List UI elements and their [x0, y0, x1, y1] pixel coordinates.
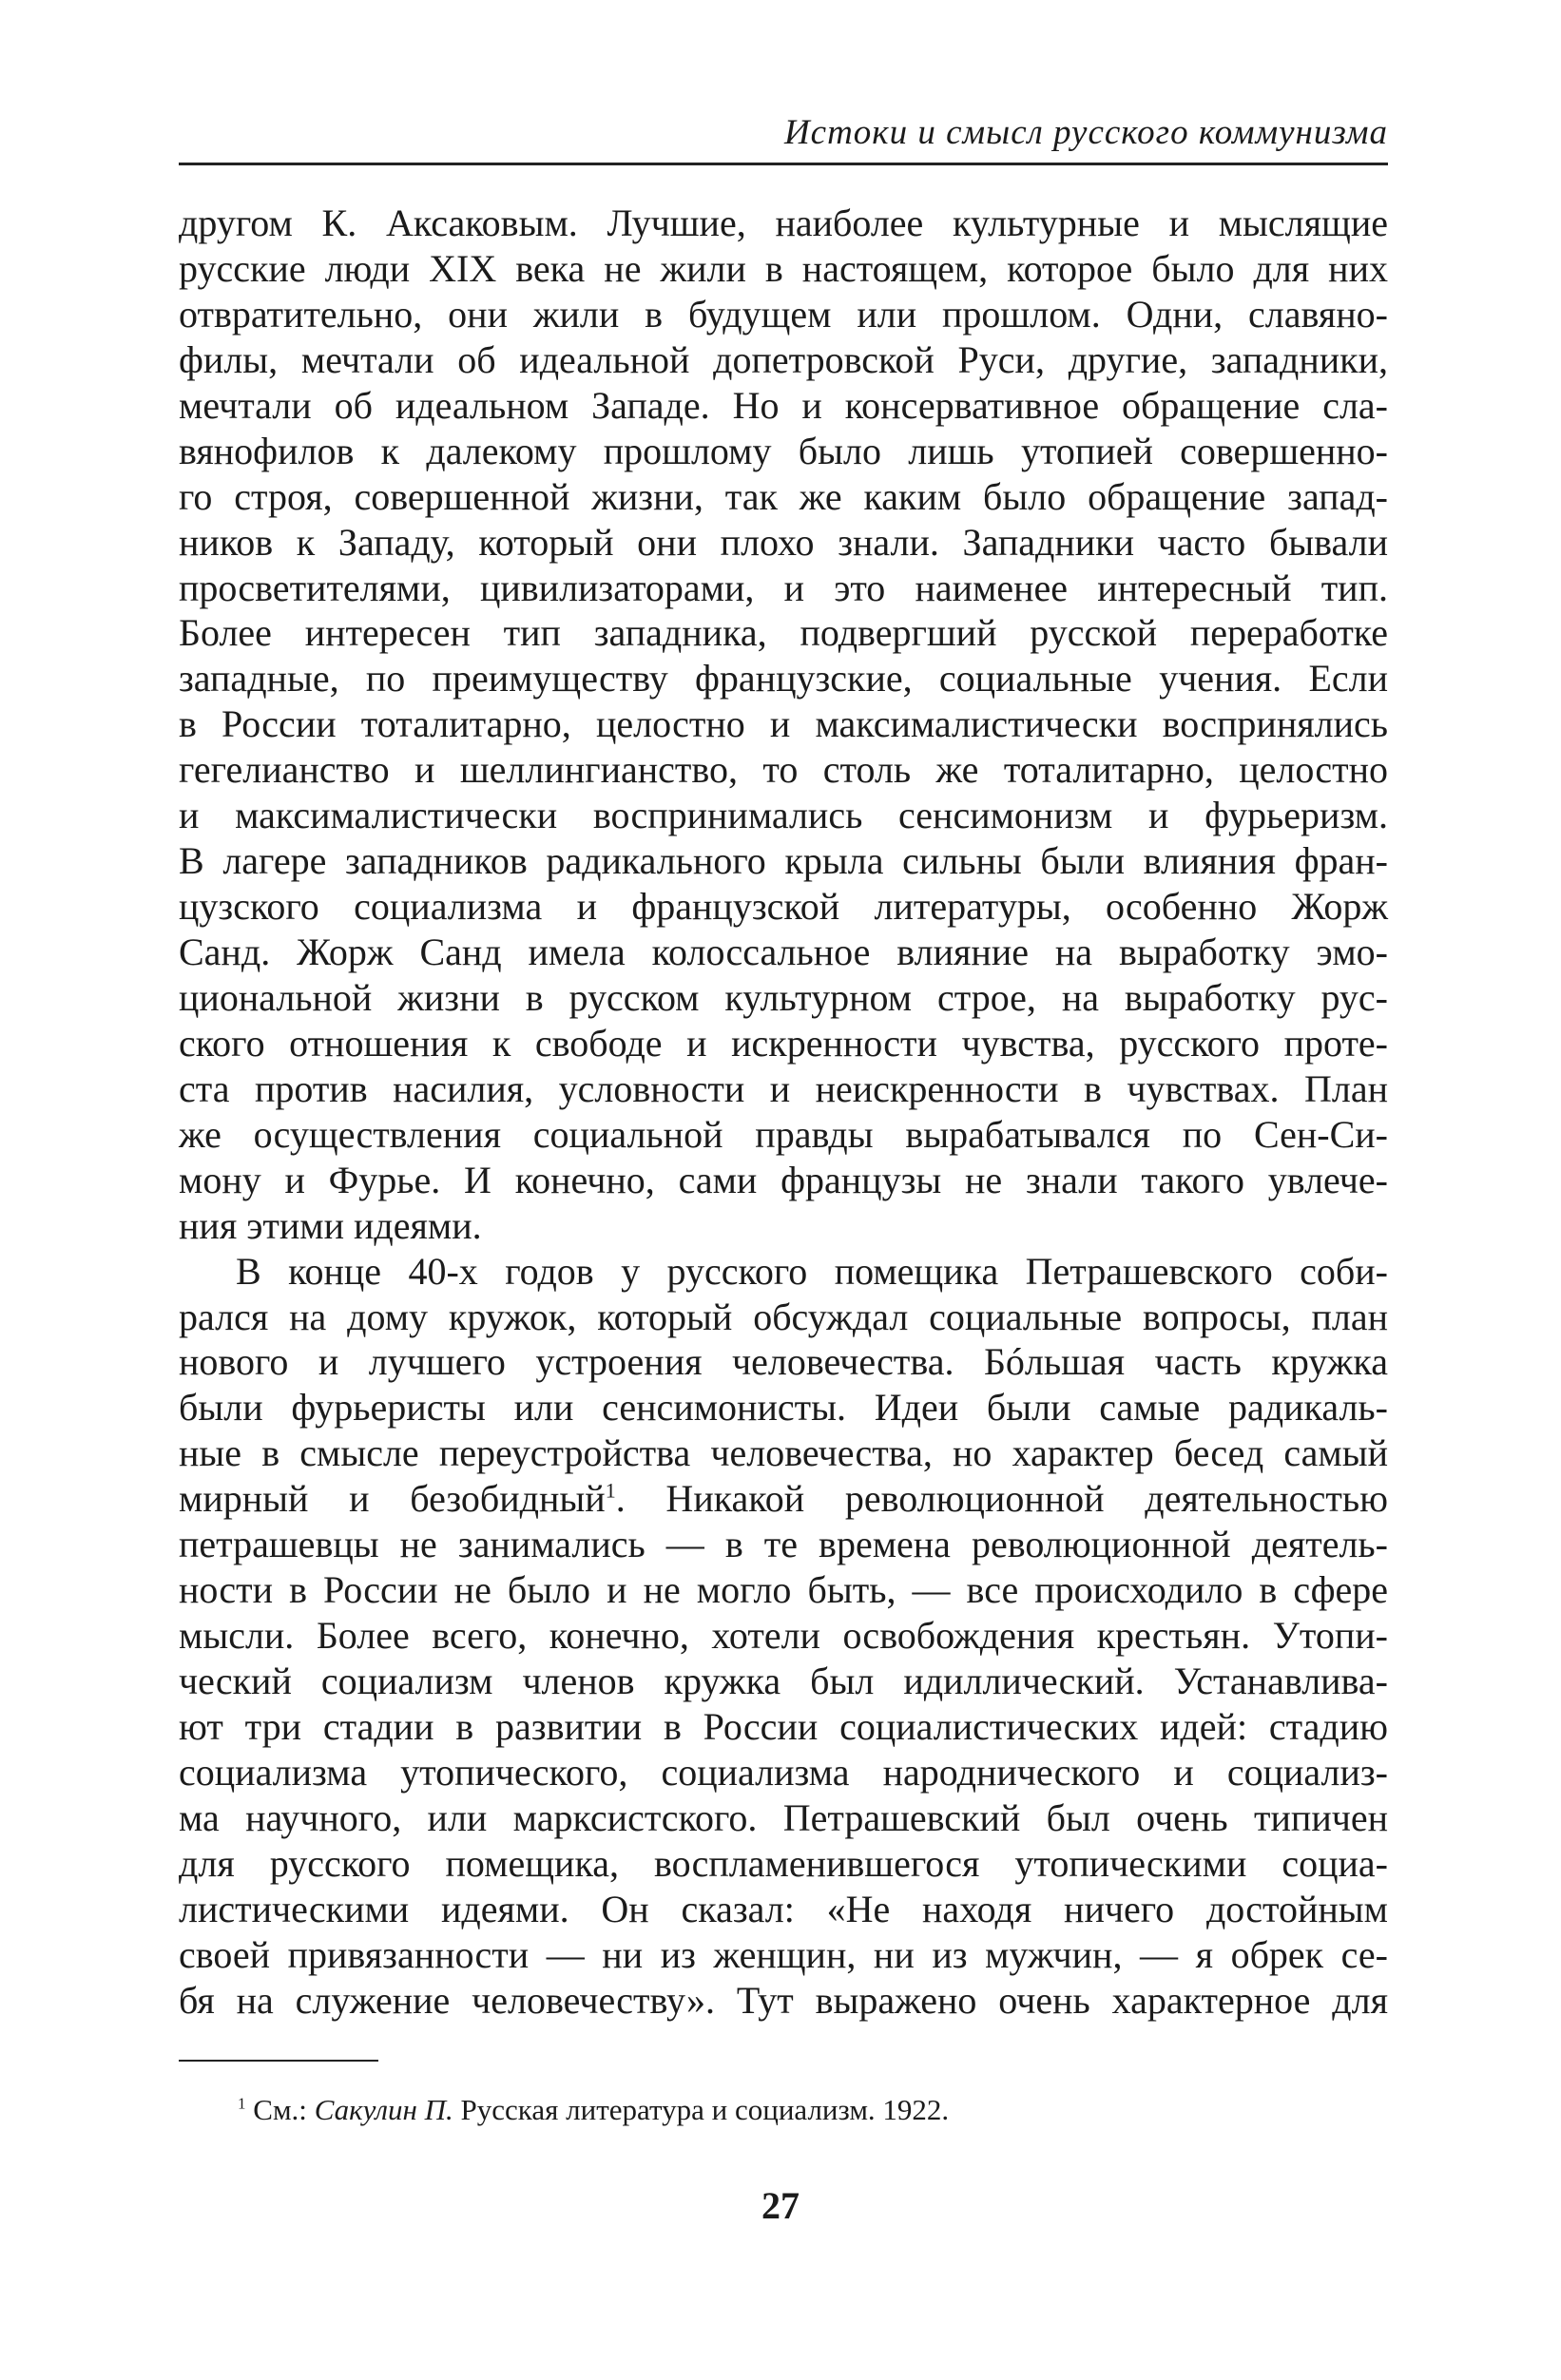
text-line: вянофилов к далекому прошлому было лишь утопией совершенно-	[179, 429, 1388, 472]
text-line: Более интересен тип западника, подвергший русской переработке	[179, 611, 1388, 655]
text-line: ста против насилия, условности и неискренности в чувствах. План	[179, 1066, 1388, 1110]
body-text	[179, 201, 1388, 2024]
text-line: В лагере западников радикального крыла сильны были влияния фран-	[179, 839, 1388, 883]
footnote	[238, 2091, 949, 2129]
footnote-reference[interactable]: 1	[605, 1478, 616, 1503]
text-line: своей привязанности — ни из женщин, ни из мужчин, — я обрек се-	[179, 1932, 1388, 1976]
text-line: петрашевцы не занимались — в те времена революционной деятель-	[179, 1523, 1388, 1566]
text-line: В конце 40-х годов у русского помещика Петрашевского соби-	[236, 1249, 1388, 1293]
text-line: го строя, совершенной жизни, так же каким было обращение запад-	[179, 474, 1388, 518]
text-line: ют три стадии в развитии в России социалистических идей: стадию	[179, 1704, 1388, 1748]
text-line: рался на дому кружок, который обсуждал социальные вопросы, план	[179, 1295, 1388, 1338]
running-header: Истоки и смысл русского коммунизма	[783, 113, 1388, 152]
text-line: для русского помещика, воспламенившегося утопическими социа-	[179, 1841, 1388, 1885]
text-line: мысли. Более всего, конечно, хотели освобождения крестьян. Утопи-	[179, 1614, 1388, 1658]
text-line: просветителями, цивилизаторами, и это наименее интересный тип.	[179, 566, 1388, 609]
text-line: листическими идеями. Он сказал: «Не находя ничего достойным	[179, 1887, 1388, 1930]
text-line: филы, мечтали об идеальной допетровской Руси, другие, западники,	[179, 337, 1388, 381]
text-line: цузского социализма и французской литературы, особенно Жорж	[179, 885, 1388, 929]
text-line: ные в смысле переустройства человечества, но характер бесед самый	[179, 1431, 1388, 1475]
text-line: ния этими идеями.	[179, 1203, 482, 1247]
paragraph	[179, 201, 1388, 1249]
text-line: и максималистически воспринимались сенсимонизм и фурьеризм.	[179, 794, 1388, 837]
text-line: отвратительно, они жили в будущем или прошлом. Одни, славяно-	[179, 292, 1388, 336]
text-line: русские люди XIX века не жили в настоящем, которое было для них	[179, 246, 1388, 290]
footnote-prefix: См.:	[253, 2093, 315, 2126]
text-line: ма научного, или марксистского. Петрашевский был очень типичен	[179, 1795, 1388, 1839]
text-line: циональной жизни в русском культурном строе, на выработку рус-	[179, 975, 1388, 1019]
text-line: Санд. Жорж Санд имела колоссальное влияние на выработку эмо-	[179, 931, 1388, 973]
text-line: же осуществления социальной правды вырабатывался по Сен-Си-	[179, 1112, 1388, 1156]
text-line: мону и Фурье. И конечно, сами французы не знали такого увлече-	[179, 1158, 1388, 1201]
header-rule	[179, 163, 1388, 165]
text-line: ников к Западу, который они плохо знали. Западники часто бывали	[179, 520, 1388, 564]
text-line: ческий социализм членов кружка был идиллический. Устанавлива-	[179, 1660, 1388, 1702]
text-line: нового и лучшего устроения человечества. Бóльшая часть кружка	[179, 1340, 1388, 1384]
footnote-source: Русская литература и социализм. 1922.	[453, 2093, 950, 2126]
footnote-marker: 1	[238, 2094, 246, 2113]
paragraph	[179, 1249, 1388, 2024]
line-text-before-footnote: мирный и безобидный	[179, 1477, 606, 1521]
text-line: другом К. Аксаковым. Лучшие, наиболее культурные и мыслящие	[179, 202, 1388, 244]
text-line: были фурьеристы или сенсимонисты. Идеи были самые радикаль-	[179, 1386, 1388, 1430]
text-line: мечтали об идеальном Западе. Но и консервативное обращение сла-	[179, 383, 1388, 427]
footnote-separator	[179, 2060, 378, 2062]
text-line: ского отношения к свободе и искренности чувства, русского проте-	[179, 1021, 1388, 1065]
footnote-author: Сакулин П.	[314, 2093, 453, 2126]
text-line: гегелианство и шеллингианство, то столь же тоталитарно, целостно	[179, 748, 1388, 792]
text-line: ности в России не было и не могло быть, — все происходило в сфере	[179, 1568, 1388, 1612]
text-line-with-footnote	[179, 1476, 1388, 1522]
text-line: западные, по преимуществу французские, социальные учения. Если	[179, 657, 1388, 701]
line-text-after-footnote: . Никакой революционной деятельностью	[615, 1477, 1388, 1521]
text-line: социализма утопического, социализма народнического и социализ-	[179, 1750, 1388, 1794]
text-line: бя на служение человечеству». Тут выражено очень характерное для	[179, 1978, 1388, 2022]
page-number: 27	[761, 2184, 800, 2227]
text-line: в России тоталитарно, целостно и максималистически воспринялись	[179, 702, 1388, 746]
